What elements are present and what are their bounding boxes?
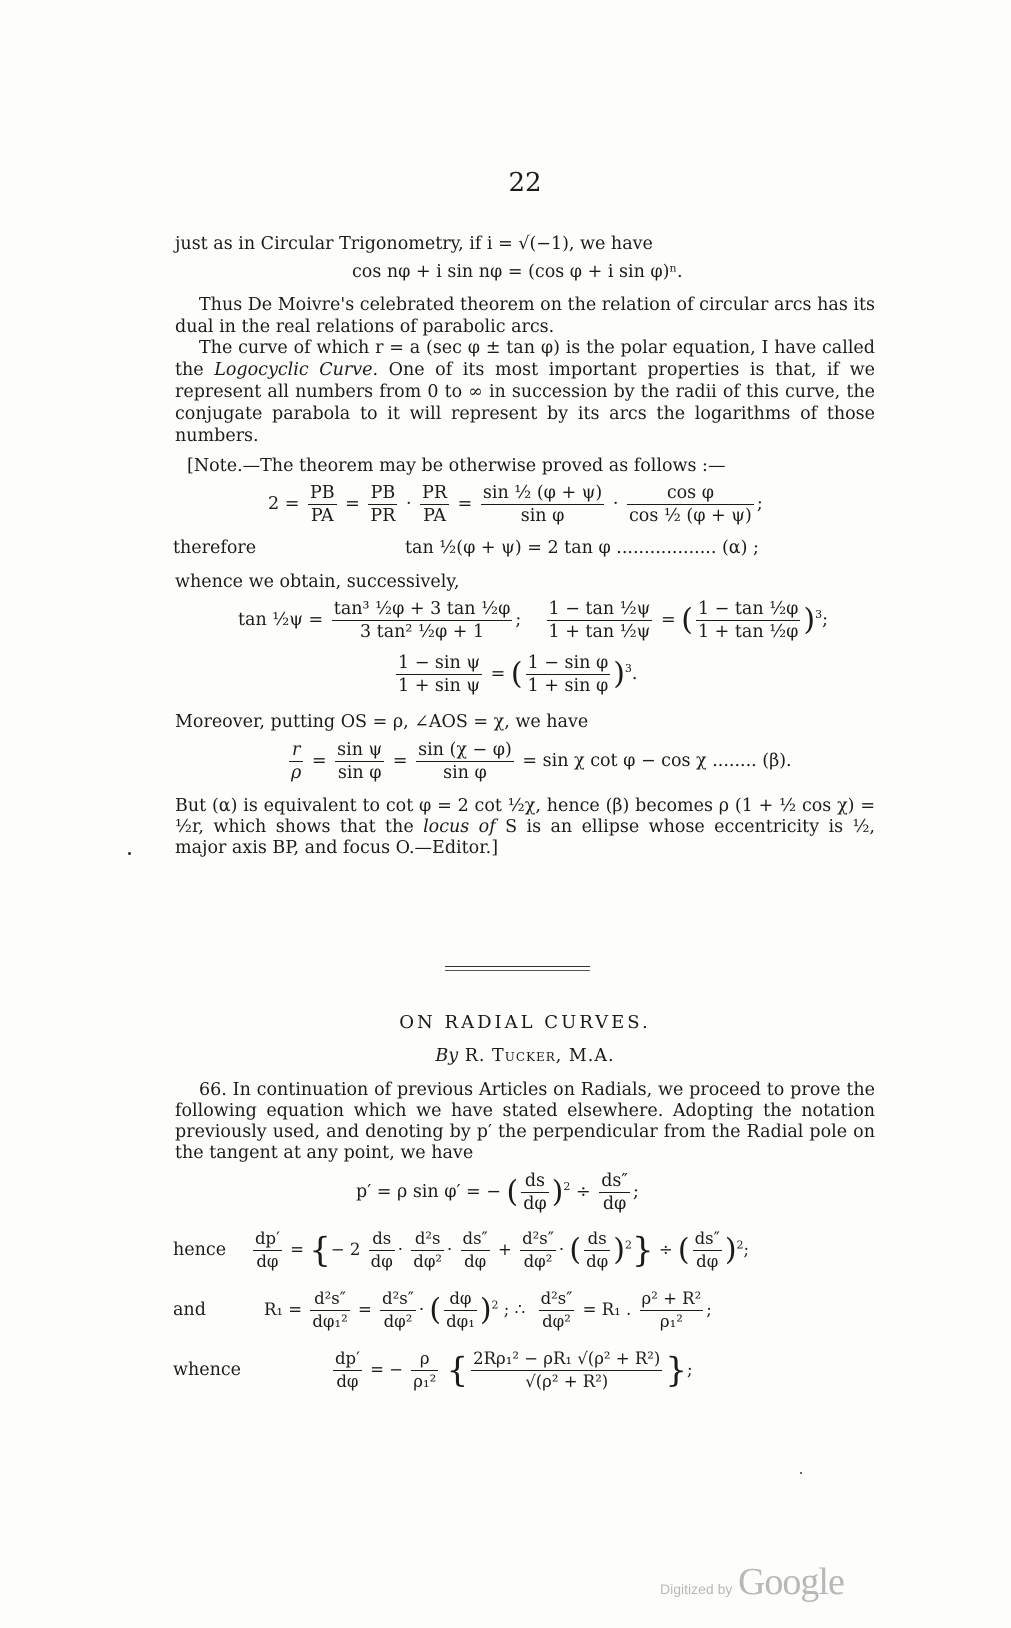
- fraction: $\frac{\text{sin ½ (φ + ψ)}}{\text{sin φ}}$: [482, 483, 603, 526]
- fraction: $\frac{\text{ρ² + R²}}{\text{ρ₁²}}$: [641, 1289, 702, 1331]
- fraction: $\frac{ds''}{d\varphi}$: [462, 1229, 488, 1271]
- paragraph-logocyclic: [175, 337, 875, 447]
- section-title: ON RADIAL CURVES.: [399, 1012, 651, 1033]
- article-66-paragraph: 66. In continuation of previous Articles on Radials, we proceed to prove the following equation which we have stated elsewhere. Adopting the notation previously used, and denoting by p′ the perpendicular from the Radial pole on the tangent at any point, we have: [175, 1080, 875, 1163]
- margin-dot: [800, 1472, 802, 1474]
- equation-final: $\frac{dp'}{d\varphi}$ = − $\frac{\rho}{\text{ρ₁²}}$ { $\frac{\text{2Rρ₁² − ρR₁ √(ρ² + R²)}}{\text{√(ρ² + R²)}}$ };: [335, 1349, 693, 1391]
- section-divider-thin: [445, 970, 590, 971]
- fraction: $\frac{PB}{PA}$: [309, 483, 335, 526]
- fraction: $\frac{\text{1 − tan ½φ}}{\text{1 + tan ½φ}}$: [697, 599, 799, 642]
- logocyclic-curve-term: Logocyclic Curve: [214, 360, 373, 380]
- whence-label: whence: [173, 1360, 242, 1380]
- fraction: $\frac{\text{d²s″}}{\text{dφ²}}$: [382, 1289, 414, 1331]
- equation-r1: R₁ = $\frac{\text{d²s″}}{\text{dφ₁²}}$ = $\frac{\text{d²s″}}{\text{dφ²}}$ · ( $\frac{d\varphi}{\text{dφ₁}}$ )$^2$ ; ∴ $\frac{\text{d²s″}}{\text{dφ²}}$ = R₁ . $\frac{\text{ρ² + R²}}{\text{ρ₁²}}$ ;: [264, 1289, 712, 1331]
- byline: By R. Tucker, M.A.: [435, 1046, 615, 1066]
- equation-tan-half-psi: tan ½ψ = $\frac{\text{tan³ ½φ + 3 tan ½φ}}{\text{3 tan² ½φ + 1}}$ ; $\frac{\text{1 − tan ½ψ}}{\text{1 + tan ½ψ}}$ = ( $\frac{\text{1 − tan ½φ}}{\text{1 + tan ½φ}}$ )$^3$;: [238, 599, 829, 642]
- fraction: $\frac{\text{cos φ}}{\text{cos ½ (φ + ψ)}}$: [628, 483, 752, 526]
- hence-label: hence: [173, 1240, 227, 1260]
- paragraph-logocyclic-b: . One of its most important properties is that, if we represent all numbers from 0 to ∞ in succession by the radii of this curve, the conjugate parabola to it will represent by its arcs the logarithms of those numbers.: [175, 360, 875, 446]
- fraction: $\frac{\text{d²s″}}{\text{dφ²}}$: [522, 1229, 554, 1271]
- equation-p-prime: p′ = ρ sin φ′ = − ( $\frac{ds}{d\varphi}$ )$^2$ ÷ $\frac{ds''}{d\varphi}$ ;: [356, 1171, 639, 1214]
- fraction: $\frac{PR}{PA}$: [422, 483, 448, 526]
- margin-dot: [128, 852, 131, 855]
- fraction: $\frac{ds}{d\varphi}$: [586, 1229, 609, 1271]
- fraction: $\frac{ds}{d\varphi}$: [370, 1229, 393, 1271]
- equation-ratios: 2 = $\frac{PB}{PA}$ = $\frac{PB}{PR}$ · $\frac{PR}{PA}$ = $\frac{\text{sin ½ (φ + ψ)}}{\text{sin φ}}$ · $\frac{\text{cos φ}}{\text{cos ½ (φ + ψ)}}$ ;: [268, 483, 763, 526]
- fraction: $\frac{\text{sin ψ}}{\text{sin φ}}$: [337, 740, 383, 783]
- fraction: $\frac{\sin (\chi - \varphi)}{\text{sin φ}}$: [418, 740, 512, 783]
- equation-beta: $\frac{r}{\rho}$ = $\frac{\text{sin ψ}}{\text{sin φ}}$ = $\frac{\sin (\chi - \varphi)}{\text{sin φ}}$ = sin χ cot φ − cos χ ........ (β).: [291, 740, 792, 783]
- fraction: $\frac{ds''}{d\varphi}$: [601, 1171, 628, 1214]
- google-logo: Google: [737, 1561, 844, 1603]
- paragraph-de-moivre: Thus De Moivre's celebrated theorem on the relation of circular arcs has its dual in the real relations of parabolic arcs.: [175, 295, 875, 337]
- section-divider: [445, 966, 590, 967]
- fraction: $\frac{\text{2Rρ₁² − ρR₁ √(ρ² + R²)}}{\text{√(ρ² + R²)}}$: [473, 1349, 661, 1391]
- fraction: $\frac{\rho}{\text{ρ₁²}}$: [413, 1349, 437, 1391]
- fraction: $\frac{PB}{PR}$: [370, 483, 396, 526]
- fraction: $\frac{\text{1 − sin ψ}}{\text{1 + sin ψ}}$: [398, 653, 481, 696]
- therefore-label: therefore: [173, 538, 257, 558]
- fraction: $\frac{\text{tan³ ½φ + 3 tan ½φ}}{\text{3 tan² ½φ + 1}}$: [333, 599, 511, 642]
- note-conclusion: But (α) is equivalent to cot φ = 2 cot ½χ, hence (β) becomes ρ (1 + ½ cos χ) = ½r, which shows that the locus of S is an ellipse whose eccentricity is ½, major axis BP, and focus O.—Editor.]: [175, 796, 875, 858]
- equation-sin-ratio: $\frac{\text{1 − sin ψ}}{\text{1 + sin ψ}}$ = ( $\frac{\text{1 − sin φ}}{\text{1 + sin φ}}$ )$^3$.: [398, 653, 638, 696]
- fraction: $\frac{dp'}{d\varphi}$: [335, 1349, 360, 1391]
- paragraph-logocyclic-a: The curve of which r = a (sec φ ± tan φ) is the polar equation, I have called the: [175, 338, 875, 380]
- fraction: $\frac{r}{\rho}$: [291, 740, 302, 783]
- fraction: $\frac{\text{d²s″}}{\text{dφ²}}$: [540, 1289, 573, 1331]
- whence-line: whence we obtain, successively,: [175, 572, 460, 592]
- fraction: $\frac{\text{1 − tan ½ψ}}{\text{1 + tan ½ψ}}$: [548, 599, 651, 642]
- equation-alpha: tan ½(φ + ψ) = 2 tan φ .................. (α) ;: [405, 538, 759, 558]
- fraction: $\frac{dp'}{d\varphi}$: [255, 1229, 280, 1271]
- digitized-by-google-watermark: Digitized by Google: [660, 1561, 844, 1603]
- note-intro: [Note.—The theorem may be otherwise proved as follows :—: [187, 456, 726, 476]
- fraction: $\frac{\text{d²s}}{\text{dφ²}}$: [413, 1229, 443, 1271]
- locus-term: locus of: [423, 817, 496, 837]
- equation-dp-dphi: $\frac{dp'}{d\varphi}$ = {− 2 $\frac{ds}{d\varphi}$ · $\frac{\text{d²s}}{\text{dφ²}}$ · $\frac{ds''}{d\varphi}$ + $\frac{\text{d²s″}}{\text{dφ²}}$ · ( $\frac{ds}{d\varphi}$ )$^2$} ÷ ( $\frac{ds''}{d\varphi}$ )$^2$;: [255, 1229, 750, 1271]
- de-moivre-equation: cos nφ + i sin nφ = (cos φ + i sin φ)ⁿ.: [352, 262, 683, 282]
- fraction: $\frac{ds''}{d\varphi}$: [694, 1229, 720, 1271]
- fraction: $\frac{d\varphi}{\text{dφ₁}}$: [446, 1289, 475, 1331]
- page-number: 22: [508, 168, 542, 198]
- intro-line: just as in Circular Trigonometry, if i = √(−1), we have: [175, 234, 653, 254]
- and-label: and: [173, 1300, 206, 1320]
- fraction: $\frac{\text{1 − sin φ}}{\text{1 + sin φ}}$: [527, 653, 609, 696]
- fraction: $\frac{ds}{d\varphi}$: [523, 1171, 547, 1214]
- moreover-line: Moreover, putting OS = ρ, ∠AOS = χ, we have: [175, 712, 589, 732]
- fraction: $\frac{\text{d²s″}}{\text{dφ₁²}}$: [312, 1289, 348, 1331]
